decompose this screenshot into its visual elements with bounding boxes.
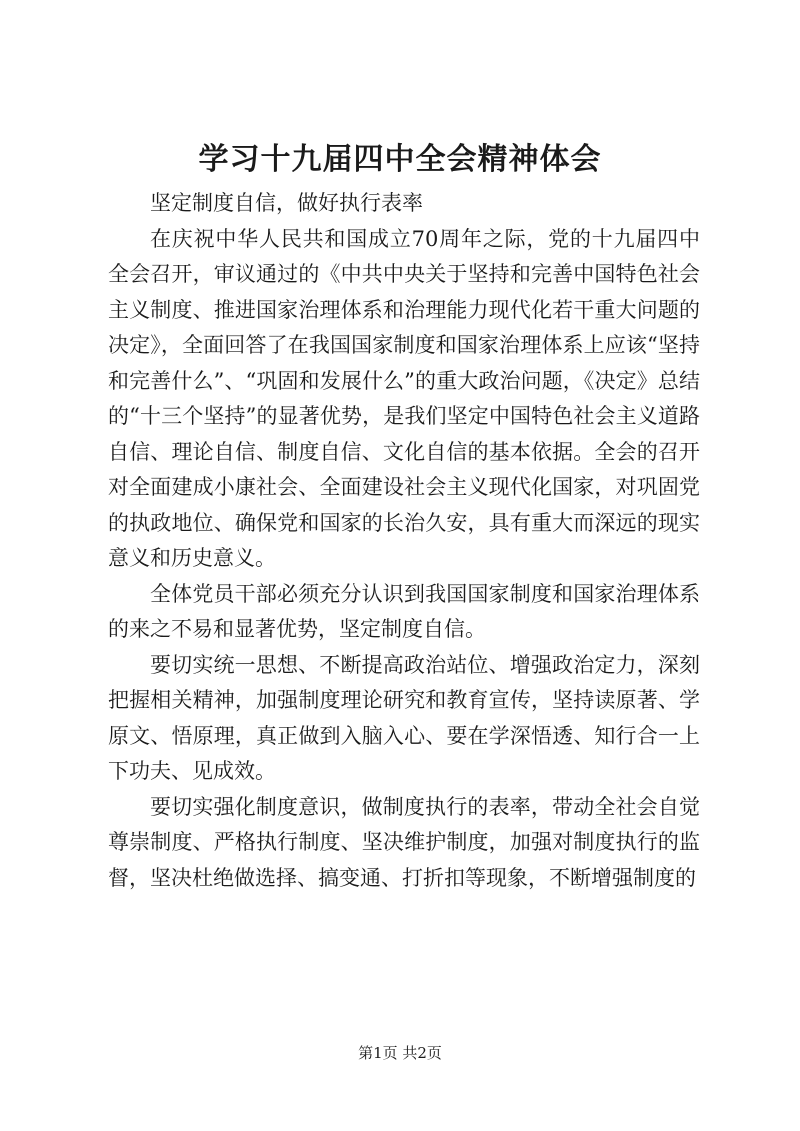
paragraph-2: 全体党员干部必须充分认识到我国国家制度和国家治理体系的来之不易和显著优势，坚定制度自信。 [108, 581, 700, 641]
paragraph-4: 要切实强化制度意识，做制度执行的表率，带动全社会自觉尊崇制度、严格执行制度、坚决维护制度，加强对制度执行的监督，坚决杜绝做选择、搞变通、打折扣等现象，不断增强制度的 [108, 794, 700, 890]
paragraph-3: 要切实统一思想、不断提高政治站位、增强政治定力，深刻把握相关精神，加强制度理论研究和教育宣传，坚持读原著、学原文、悟原理，真正做到入脑入心、要在学深悟透、知行合一上下功夫、见成效。 [108, 652, 700, 783]
paragraph-subtitle: 坚定制度自信，做好执行表率 [150, 191, 423, 215]
paragraph-1: 在庆祝中华人民共和国成立70周年之际，党的十九届四中全会召开，审议通过的《中共中央关于坚持和完善中国特色社会主义制度、推进国家治理体系和治理能力现代化若干重大问题的决定》，全面回答了在我国国家制度和国家治理体系上应该“坚持和完善什么”、“巩固和发展什么”的重大政治问题，《决定》总结的“十三个坚持”的显著优势，是我们坚定中国特色社会主义道路自信、理论自信、制度自信、文化自信的基本依据。全会的召开对全面建成小康社会、全面建设社会主义现代化国家，对巩固党的执政地位、确保党和国家的长治久安，具有重大而深远的现实意义和历史意义。 [108, 226, 700, 570]
document-title: 学习十九届四中全会精神体会 [198, 142, 602, 177]
document-body [108, 186, 700, 896]
page-footer: 第1页 共2页 [358, 1044, 442, 1062]
